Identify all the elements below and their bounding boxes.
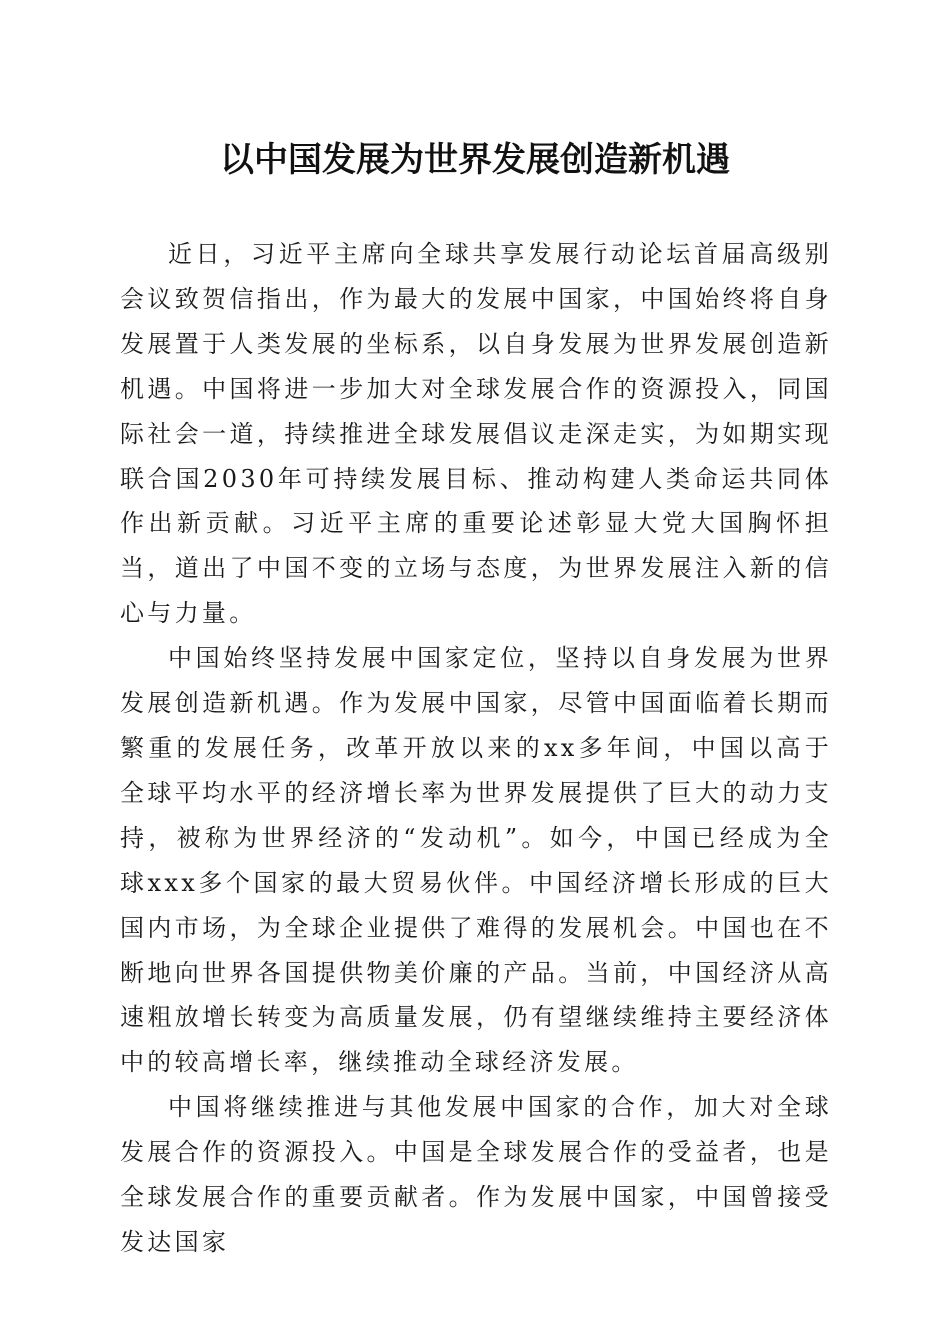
paragraph-1: 近日，习近平主席向全球共享发展行动论坛首届高级别会议致贺信指出，作为最大的发展中国家，中国始终将自身发展置于人类发展的坐标系，以自身发展为世界发展创造新机遇。中国将进一步加大对全球发展合作的资源投入，同国际社会一道，持续推进全球发展倡议走深走实，为如期实现联合国2030年可持续发展目标、推动构建人类命运共同体作出新贡献。习近平主席的重要论述彰显大党大国胸怀担当，道出了中国不变的立场与态度，为世界发展注入新的信心与力量。 (120, 240, 832, 628)
document-title: 以中国发展为世界发展创造新机遇 (220, 140, 730, 180)
paragraph-3: 中国将继续推进与其他发展中国家的合作，加大对全球发展合作的资源投入。中国是全球发展合作的受益者，也是全球发展合作的重要贡献者。作为发展中国家，中国曾接受发达国家 (120, 1093, 832, 1256)
document-body (120, 232, 832, 1265)
paragraph-2: 中国始终坚持发展中国家定位，坚持以自身发展为世界发展创造新机遇。作为发展中国家，尽管中国面临着长期而繁重的发展任务，改革开放以来的xx多年间，中国以高于全球平均水平的经济增长率为世界发展提供了巨大的动力支持，被称为世界经济的“发动机”。如今，中国已经成为全球xxx多个国家的最大贸易伙伴。中国经济增长形成的巨大国内市场，为全球企业提供了难得的发展机会。中国也在不断地向世界各国提供物美价廉的产品。当前，中国经济从高速粗放增长转变为高质量发展，仍有望继续维持主要经济体中的较高增长率，继续推动全球经济发展。 (120, 644, 832, 1077)
